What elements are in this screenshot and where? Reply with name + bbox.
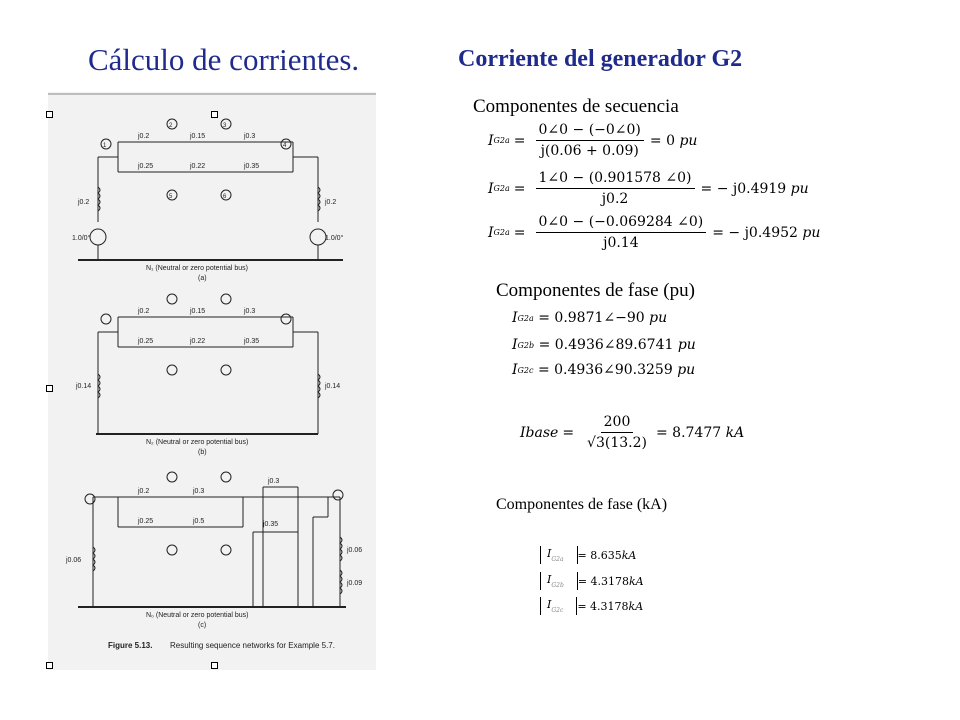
node-6: 6 [223, 194, 227, 200]
phase-pu-a [512, 310, 667, 326]
eq-sub: G2a [493, 184, 510, 193]
a-source-left: 1.0/0° [72, 235, 91, 242]
b-top-1: j0.15 [190, 308, 206, 315]
selection-handle[interactable] [46, 385, 53, 392]
eq-lhs: I [488, 180, 494, 197]
eq-rhs: = 4.3178 [577, 599, 629, 613]
c-sub: (c) [198, 622, 207, 629]
b-mid-0: j0.25 [138, 338, 154, 345]
b-right: j0.14 [325, 383, 341, 390]
a-bus-label: N₁ (Neutral or zero potential bus) [146, 265, 248, 272]
b-top-0: j0.2 [138, 308, 150, 315]
node-1: 1 [103, 143, 107, 149]
eq-unit: kA [628, 599, 644, 613]
eq-sub: G2c [551, 607, 564, 614]
node-4: 4 [283, 143, 287, 149]
eq-result: = 8.7477 [655, 424, 722, 441]
eq-lhs: I [547, 598, 552, 611]
a-mid-1: j0.22 [190, 163, 206, 170]
a-top-2: j0.3 [244, 133, 256, 140]
eq-lhs: I [512, 362, 518, 378]
b-mid-1: j0.22 [190, 338, 206, 345]
node-2: 2 [169, 123, 173, 129]
eq-num: 0∠0 − (−0.069284 ∠0) [536, 214, 707, 233]
c-right-2: j0.09 [347, 580, 363, 587]
eq-den: j(0.06 + 0.09) [540, 143, 639, 159]
eq-sub: G2b [517, 340, 535, 350]
page-subtitle: Corriente del generador G2 [458, 46, 743, 72]
selection-handle[interactable] [211, 662, 218, 669]
eq-sub: G2c [517, 365, 534, 375]
a-sub: (a) [198, 275, 207, 282]
selection-handle[interactable] [46, 111, 53, 118]
b-left: j0.14 [76, 383, 92, 390]
figure-caption-label: Figure 5.13. [108, 641, 153, 650]
seq-equation-negative: I G2a = $\frac{0\angle 0 - (-0.069284 \angle 0)}{j0.14}$ = − j0.4952 pu [488, 214, 821, 251]
node-3: 3 [223, 123, 227, 129]
section-phase-ka-heading: Componentes de fase (kA) [496, 496, 668, 513]
eq-result: = − j0.4919 [700, 180, 787, 197]
eq-result: = − j0.4952 [712, 224, 798, 241]
selection-handle[interactable] [211, 111, 218, 118]
eq-num: 200 [601, 414, 634, 433]
a-top-1: j0.15 [190, 133, 206, 140]
phase-ka-b [540, 572, 644, 590]
phase-ka-c [540, 597, 643, 615]
eq-unit: pu [677, 337, 696, 353]
eq-lhs: Ibase [520, 424, 559, 441]
sequence-networks-figure [48, 92, 376, 670]
eq-unit: pu [649, 310, 668, 326]
eq-sub: G2a [493, 136, 510, 145]
eq-unit: pu [677, 362, 696, 378]
eq-sub: G2b [551, 582, 564, 589]
eq-sub: G2a [551, 556, 564, 563]
c-bus-label: N₀ (Neutral or zero potential bus) [146, 612, 249, 619]
eq-rhs: = 0.9871∠−90 [538, 310, 645, 326]
section-sequence-heading: Componentes de secuencia [473, 96, 679, 117]
c-mid-2: j0.35 [263, 521, 279, 528]
page-title: Cálculo de corrientes. [88, 42, 360, 77]
ibase-equation: Ibase = $\frac{200}{√3(13.2)}$ = 8.7477 kA [520, 414, 745, 451]
c-mid-0: j0.25 [138, 518, 154, 525]
eq-sub: G2a [517, 313, 534, 323]
eq-num: 1∠0 − (0.901578 ∠0) [536, 170, 695, 189]
phase-pu-c [512, 362, 695, 378]
c-right-1: j0.06 [347, 547, 363, 554]
eq-rhs: = 4.3178 [577, 574, 630, 588]
a-source-right: 1.0/0° [325, 235, 344, 242]
b-mid-2: j0.35 [244, 338, 260, 345]
eq-unit: pu [790, 180, 809, 197]
eq-unit: pu [679, 132, 698, 149]
eq-unit: kA [629, 574, 644, 588]
phase-ka-a [540, 546, 636, 564]
eq-unit: kA [621, 548, 637, 562]
eq-lhs: I [488, 224, 494, 241]
eq-lhs: I [547, 547, 552, 560]
a-mid-2: j0.35 [244, 163, 260, 170]
eq-lhs: I [512, 310, 518, 326]
node-5: 5 [169, 194, 173, 200]
eq-rhs: = 8.635 [577, 548, 622, 562]
phase-pu-b [512, 337, 696, 353]
c-mid-1: j0.5 [193, 518, 205, 525]
eq-rhs: = 0.4936∠89.6741 [538, 337, 674, 353]
b-bus-label: N₂ (Neutral or zero potential bus) [146, 439, 249, 446]
a-mid-0: j0.25 [138, 163, 154, 170]
b-top-2: j0.3 [244, 308, 256, 315]
seq-equation-zero: I G2a = $\frac{0\angle 0 - (-0\angle 0)}{j(0.06 + 0.09)}$ = 0 pu [488, 122, 698, 159]
eq-den: √3(13.2) [587, 435, 647, 451]
b-sub: (b) [198, 449, 207, 456]
a-left: j0.2 [78, 199, 90, 206]
eq-lhs: I [547, 573, 552, 586]
c-top-0: j0.2 [138, 488, 150, 495]
seq-equation-positive: I G2a = $\frac{1\angle 0 - (0.901578 \angle 0)}{j0.2}$ = − j0.4919 pu [488, 170, 809, 207]
section-phase-pu-heading: Componentes de fase (pu) [496, 280, 695, 301]
selection-handle[interactable] [46, 662, 53, 669]
eq-unit: kA [725, 424, 745, 441]
eq-rhs: = 0.4936∠90.3259 [537, 362, 673, 378]
a-top-0: j0.2 [138, 133, 150, 140]
eq-sub: G2a [493, 228, 510, 237]
eq-num: 0∠0 − (−0∠0) [536, 122, 644, 141]
eq-result: = 0 [649, 132, 675, 149]
eq-den: j0.14 [603, 235, 639, 251]
c-left: j0.06 [66, 557, 82, 564]
c-top-1: j0.3 [193, 488, 205, 495]
c-top-2: j0.3 [268, 478, 280, 485]
eq-lhs: I [488, 132, 494, 149]
eq-lhs: I [512, 337, 518, 353]
eq-den: j0.2 [601, 191, 629, 207]
a-right: j0.2 [325, 199, 337, 206]
figure-caption-text: Resulting sequence networks for Example 5.7. [170, 641, 335, 650]
eq-unit: pu [802, 224, 821, 241]
